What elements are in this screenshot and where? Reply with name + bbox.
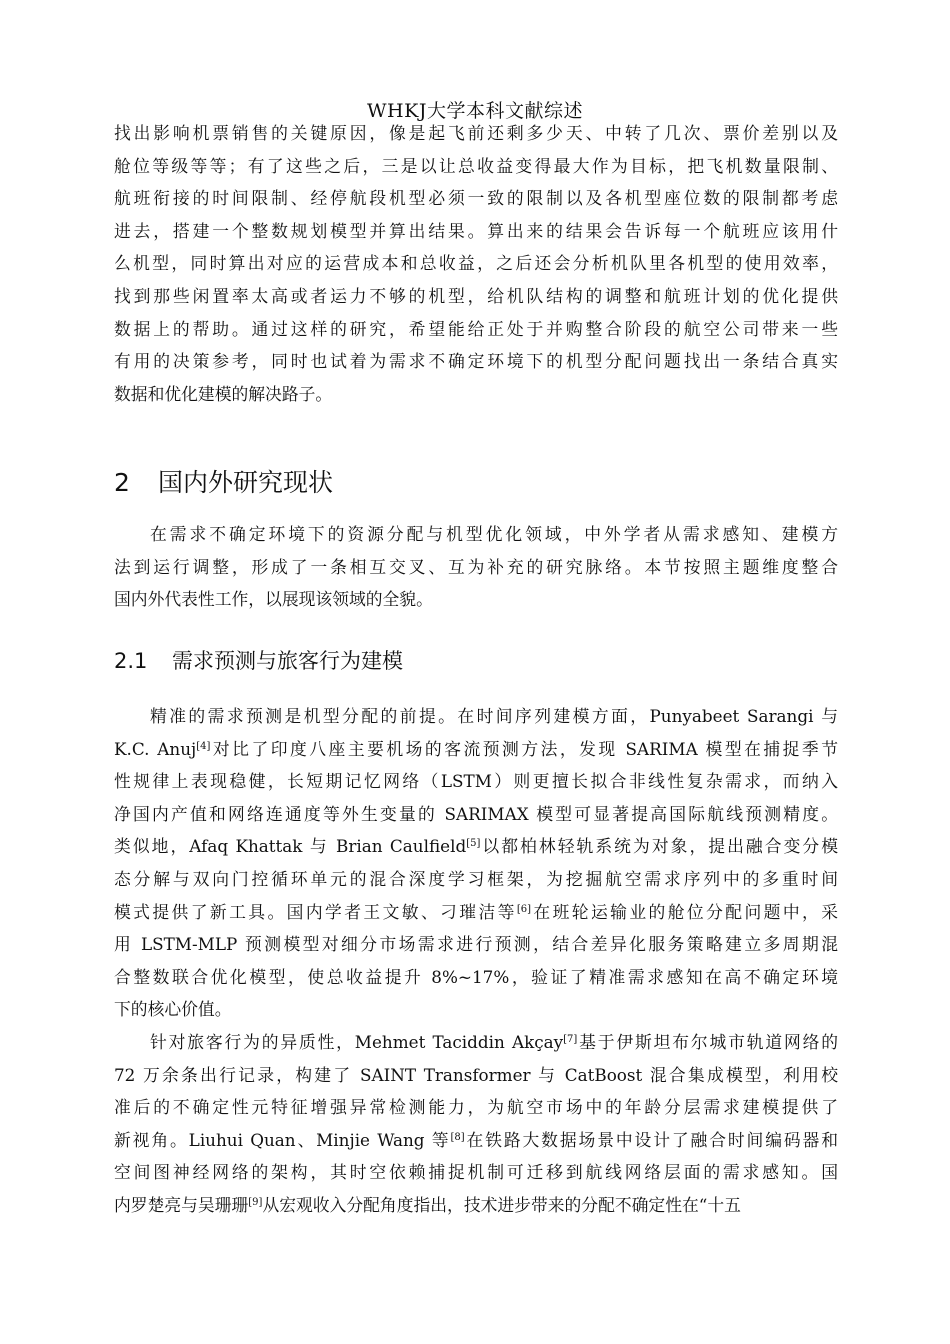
line-text: K.C. Anuj bbox=[114, 738, 197, 759]
line-text: 净国内产值和网络连通度等外生变量的 SARIMAX 模型可显著提高国际航线预测精度。 bbox=[114, 803, 838, 824]
line-text: 空间图神经网络的架构，其时空依赖捕捉机制可迁移到航线网络层面的需求感知。国 bbox=[114, 1162, 838, 1183]
text-line: 么机型，同时算出对应的运营成本和总收益，之后还会分析机队里各机型的使用效率， bbox=[114, 253, 838, 274]
text-line bbox=[114, 961, 838, 994]
section-2-1-paragraph-1 bbox=[114, 700, 838, 1026]
text-line bbox=[114, 1124, 838, 1157]
section-2-1-number: 2.1 bbox=[114, 649, 148, 673]
text-line: 航班衔接的时间限制、经停航段机型必须一致的限制以及各机型座位数的限制都考虑 bbox=[114, 188, 838, 209]
section-2-1-title: 需求预测与旅客行为建模 bbox=[172, 649, 403, 673]
citation-marker: [6] bbox=[516, 903, 532, 915]
line-text: 72 万余条出行记录，构建了 SAINT Transformer 与 CatBoost 混合集成模型，利用校 bbox=[114, 1064, 838, 1085]
citation-marker: [4] bbox=[196, 740, 211, 752]
citation-marker: [7] bbox=[563, 1034, 578, 1045]
line-text: 以都柏林轻轨系统为对象，提出融合变分模 bbox=[480, 836, 838, 857]
section-2-1-heading bbox=[114, 645, 403, 675]
text-line: 数据上的帮助。通过这样的研究，希望能给正处于并购整合阶段的航空公司带来一些 bbox=[114, 318, 838, 339]
line-text: 基于伊斯坦布尔城市轨道网络的 bbox=[577, 1032, 838, 1052]
line-text: 对比了印度八座主要机场的客流预测方法，发现 SARIMA 模型在捕捉季节 bbox=[210, 738, 838, 759]
section-2-1-paragraph-2 bbox=[114, 1026, 838, 1222]
line-text: 针对旅客行为的异质性，Mehmet Taciddin Akçay bbox=[150, 1032, 564, 1052]
line-text: 模式提供了新工具。国内学者王文敏、刁璀洁等 bbox=[114, 901, 517, 922]
text-line bbox=[114, 1189, 838, 1222]
citation-marker: [5] bbox=[466, 838, 481, 850]
line-text: 在班轮运输业的舱位分配问题中，采 bbox=[531, 901, 838, 922]
text-line bbox=[114, 1026, 838, 1059]
text-line: 找到那些闲置率太高或者运力不够的机型，给机队结构的调整和航班计划的优化提供 bbox=[114, 285, 838, 306]
line-text: 下的核心价值。 bbox=[114, 999, 232, 1020]
text-line: 法到运行调整，形成了一条相互交叉、互为补充的研究脉络。本节按照主题维度整合 bbox=[114, 556, 838, 577]
text-line: 舱位等级等等；有了这些之后，三是以让总收益变得最大作为目标，把飞机数量限制、 bbox=[114, 155, 838, 176]
text-line bbox=[114, 896, 838, 929]
text-line bbox=[114, 1059, 838, 1092]
citation-marker: [9] bbox=[248, 1196, 263, 1208]
text-line bbox=[114, 830, 838, 863]
intro-paragraph bbox=[114, 117, 838, 410]
section-2-number: 2 bbox=[114, 468, 130, 497]
line-text: 精准的需求预测是机型分配的前提。在时间序列建模方面，Punyabeet Sarangi 与 bbox=[150, 706, 838, 726]
page-header: WHKJ大学本科文献综述 bbox=[367, 100, 583, 122]
text-line: 在需求不确定环境下的资源分配与机型优化领域，中外学者从需求感知、建模方 bbox=[150, 524, 838, 544]
line-text: 在铁路大数据场景中设计了融合时间编码器和 bbox=[464, 1129, 838, 1150]
section-2-paragraph bbox=[114, 518, 838, 616]
text-line: 有用的决策参考，同时也试着为需求不确定环境下的机型分配问题找出一条结合真实 bbox=[114, 351, 838, 372]
text-line bbox=[114, 798, 838, 831]
line-text: 从宏观收入分配角度指出，技术进步带来的分配不确定性在“十五 bbox=[262, 1194, 741, 1215]
text-line bbox=[114, 863, 838, 896]
line-text: 内罗楚亮与吴珊珊 bbox=[114, 1194, 249, 1215]
text-line bbox=[114, 765, 838, 798]
text-line: 找出影响机票销售的关键原因，像是起飞前还剩多少天、中转了几次、票价差别以及 bbox=[114, 123, 838, 143]
text-line: 国内外代表性工作，以展现该领域的全貌。 bbox=[114, 589, 433, 610]
line-text: 用 LSTM-MLP 预测模型对细分市场需求进行预测，结合差异化服务策略建立多周期混 bbox=[114, 934, 838, 955]
text-line bbox=[114, 733, 838, 766]
text-line: 数据和优化建模的解决路子。 bbox=[114, 383, 333, 404]
line-text: 准后的不确定性元特征增强异常检测能力，为航空市场中的年龄分层需求建模提供了 bbox=[114, 1097, 838, 1118]
line-text: 类似地，Afaq Khattak 与 Brian Caulfield bbox=[114, 836, 467, 857]
line-text: 态分解与双向门控循环单元的混合深度学习框架，为挖掘航空需求序列中的多重时间 bbox=[114, 868, 838, 889]
text-line bbox=[114, 1091, 838, 1124]
text-line bbox=[114, 700, 838, 733]
line-text: 性规律上表现稳健，长短期记忆网络（LSTM）则更擅长拟合非线性复杂需求，而纳入 bbox=[114, 771, 838, 792]
section-2-title: 国内外研究现状 bbox=[158, 468, 334, 497]
text-line bbox=[114, 993, 838, 1026]
line-text: 合整数联合优化模型，使总收益提升 8%~17%，验证了精准需求感知在高不确定环境 bbox=[114, 966, 838, 987]
text-line: 进去，搭建一个整数规划模型并算出结果。算出来的结果会告诉每一个航班应该用什 bbox=[114, 220, 838, 241]
text-line bbox=[114, 1156, 838, 1189]
section-2-heading bbox=[114, 463, 333, 499]
text-line bbox=[114, 928, 838, 961]
line-text: 新视角。Liuhui Quan、Minjie Wang 等 bbox=[114, 1129, 451, 1150]
citation-marker: [8] bbox=[450, 1131, 465, 1143]
